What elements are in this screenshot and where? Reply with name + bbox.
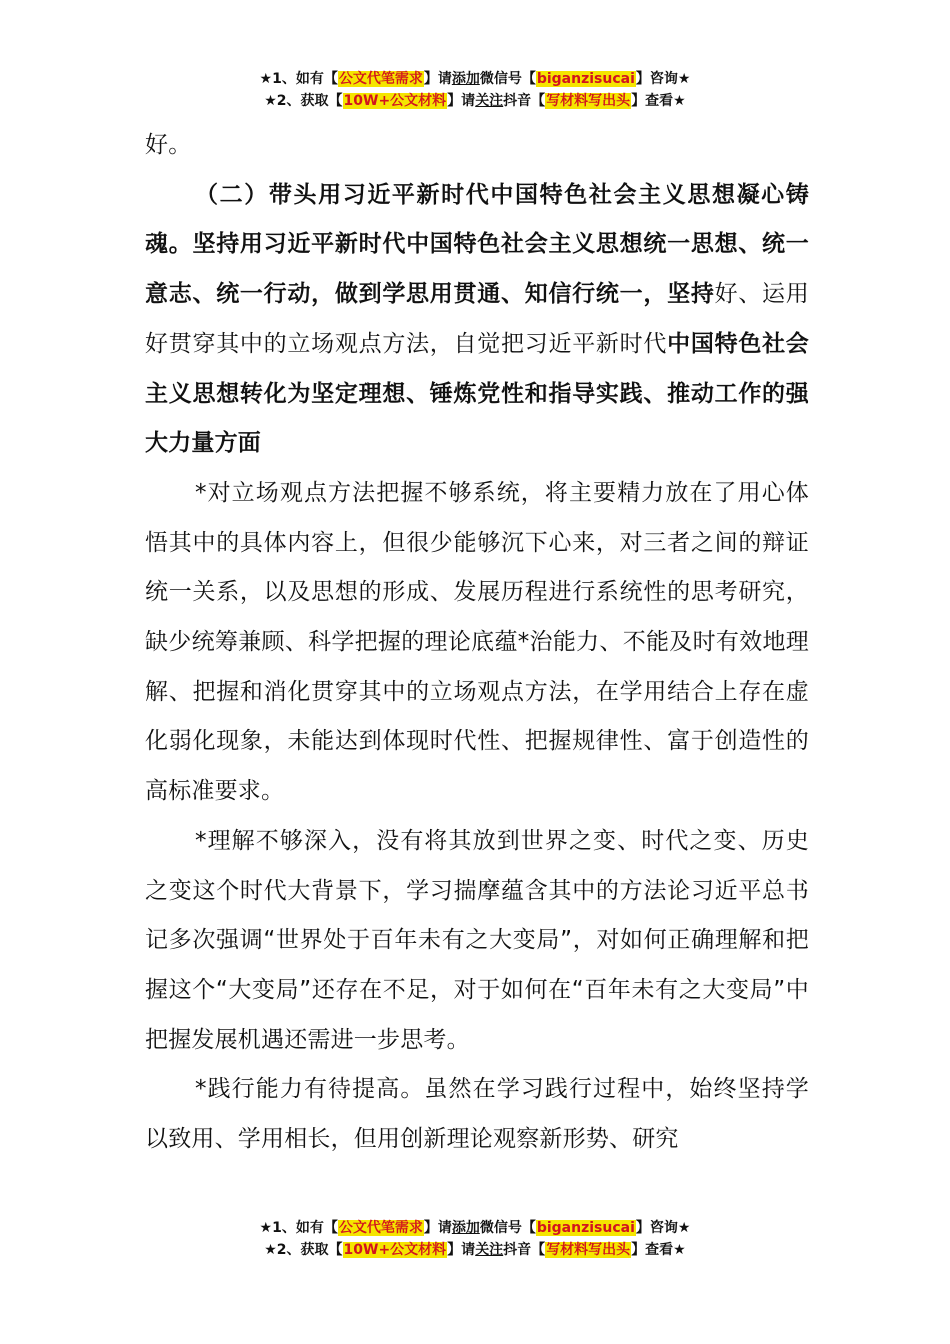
section-heading-bold-continued: 中国特色社会主义思想转化为坚定理想、锤炼党性和指导实践、推动工作的强大力量方面 xyxy=(145,330,810,457)
highlight-douyin-account: 写材料写出头 xyxy=(546,1242,631,1258)
banner-text: 】请 xyxy=(423,1220,452,1236)
underlined-text: 添加 xyxy=(451,71,480,87)
highlight-writing-service: 公文代笔需求 xyxy=(338,71,423,87)
banner-text: 】查看★ xyxy=(631,1242,686,1258)
underlined-text: 关注 xyxy=(475,1242,504,1258)
banner-text: ★2、获取【 xyxy=(264,1242,343,1258)
footer-banner xyxy=(0,1218,950,1262)
banner-text: 抖音【 xyxy=(503,1242,546,1258)
banner-text: 抖音【 xyxy=(503,93,546,109)
highlight-materials: 10W+公文材料 xyxy=(343,93,447,109)
highlight-douyin-account: 写材料写出头 xyxy=(546,93,631,109)
banner-line-2 xyxy=(0,1240,950,1262)
paragraph-issue-3: *践行能力有待提高。虽然在学习践行过程中，始终坚持学以致用、学用相长，但用创新理论观察新形势、研究 xyxy=(145,1076,809,1153)
header-banner xyxy=(0,69,950,113)
banner-text: 】查看★ xyxy=(631,93,686,109)
banner-text: ★1、如有【 xyxy=(259,1220,338,1236)
banner-text: 微信号【 xyxy=(479,71,536,87)
banner-text: 】咨询★ xyxy=(635,71,691,87)
highlight-writing-service: 公文代笔需求 xyxy=(338,1220,423,1236)
underlined-text: 添加 xyxy=(451,1220,480,1236)
document-body xyxy=(145,121,809,1165)
paragraph-section-two xyxy=(145,171,809,469)
paragraph-text: 好、运用好贯穿其中的立场观点方法，自觉把习近平新时代 xyxy=(145,281,809,357)
paragraph-continuation: 好。 xyxy=(145,132,192,158)
banner-text: 】请 xyxy=(447,93,476,109)
highlight-wechat-id: biganzisucai xyxy=(536,71,635,87)
underlined-text: 关注 xyxy=(475,93,504,109)
banner-text: 】咨询★ xyxy=(635,1220,691,1236)
banner-text: 】请 xyxy=(447,1242,476,1258)
banner-line-1 xyxy=(0,1218,950,1240)
banner-text: ★2、获取【 xyxy=(264,93,343,109)
banner-text: 】请 xyxy=(423,71,452,87)
banner-line-2 xyxy=(0,91,950,113)
highlight-materials: 10W+公文材料 xyxy=(343,1242,447,1258)
highlight-wechat-id: biganzisucai xyxy=(536,1220,635,1236)
paragraph-issue-1: *对立场观点方法把握不够系统，将主要精力放在了用心体悟其中的具体内容上，但很少能够沉下心来，对三者之间的辩证统一关系，以及思想的形成、发展历程进行系统性的思考研究，缺少统筹兼顾、科学把握的理论底蕴*治能力、不能及时有效地理解、把握和消化贯穿其中的立场观点方法，在学用结合上存在虚化弱化现象，未能达到体现时代性、把握规律性、富于创造性的高标准要求。 xyxy=(145,479,809,805)
section-heading-bold: （二）带头用习近平新时代中国特色社会主义思想凝心铸魂。坚持用习近平新时代中国特色社会主义思想统一思想、统一意志、统一行动，做到学思用贯通、知信行统一，坚持 xyxy=(145,181,809,308)
paragraph-issue-2: *理解不够深入，没有将其放到世界之变、时代之变、历史之变这个时代大背景下，学习揣摩蕴含其中的方法论习近平总书记多次强调“世界处于百年未有之大变局”，对如何正确理解和把握这个“大变局”还存在不足，对于如何在“百年未有之大变局”中把握发展机遇还需进一步思考。 xyxy=(145,827,809,1053)
banner-text: 微信号【 xyxy=(479,1220,536,1236)
banner-text: ★1、如有【 xyxy=(259,71,338,87)
banner-line-1 xyxy=(0,69,950,91)
